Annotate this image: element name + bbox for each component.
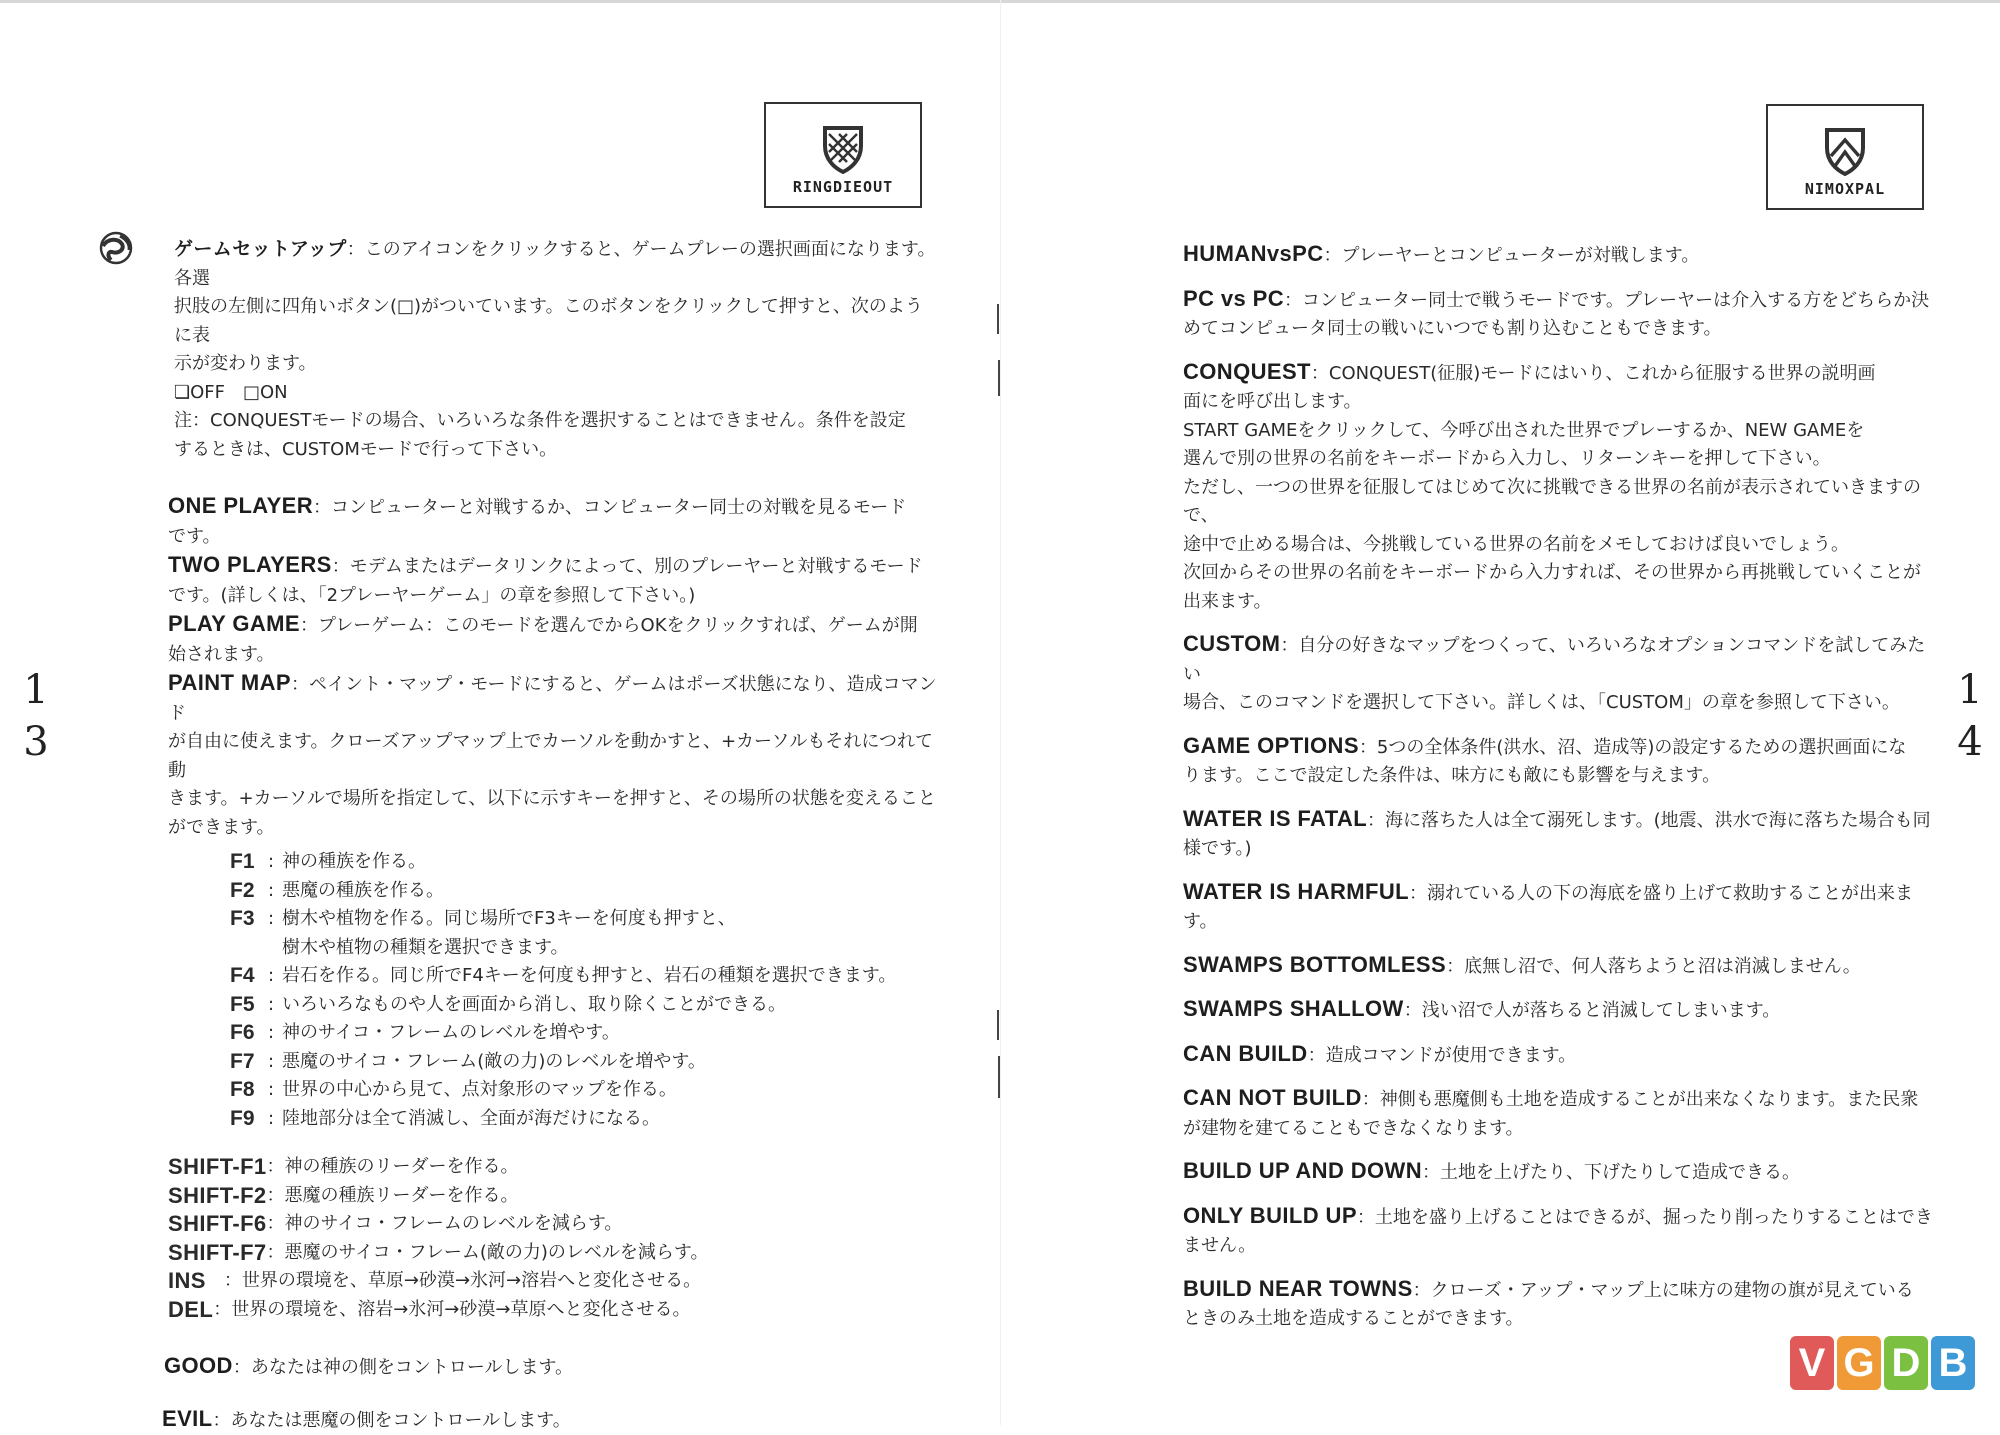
option-term: ONLY BUILD UP (1183, 1203, 1357, 1228)
option-desc: ：クローズ・アップ・マップ上に味方の建物の旗が見えている (1413, 1280, 1914, 1301)
option-desc: 出来ます。 (1183, 588, 1943, 617)
mode-entry-paint-map (168, 669, 938, 842)
option-term: CAN BUILD (1183, 1041, 1308, 1066)
side-entry-good (164, 1352, 938, 1383)
option-entry (1183, 1202, 1943, 1261)
option-term: WATER IS HARMFUL (1183, 879, 1409, 904)
option-desc: START GAMEをクリックして、今呼び出された世界でプレーするか、NEW GAMEを (1183, 417, 1943, 446)
option-desc: が建物を建てることもできなくなります。 (1183, 1115, 1943, 1144)
fkey-label: F4 (230, 962, 268, 991)
shift-key-label: INS (168, 1267, 206, 1296)
fkey-desc: 岩石を作る。同じ所でF4キーを何度も押すと、岩石の種類を選択できます。 (282, 962, 938, 991)
shift-key-row (168, 1210, 938, 1239)
spacer (1183, 271, 1943, 285)
right-page-number (1950, 664, 1990, 768)
shift-key-desc: ：悪魔の種族リーダーを作る。 (267, 1182, 519, 1211)
shift-key-label: SHIFT-F7 (168, 1239, 267, 1268)
crest-shield-icon (819, 124, 867, 174)
mode-desc: ：ペイント・マップ・モードにすると、ゲームはポーズ状態になり、造成コマンド (168, 674, 937, 724)
option-desc: 選んで別の世界の名前をキーボードから入力し、リターンキーを押して下さい。 (1183, 445, 1943, 474)
fkey-desc-line: 樹木や植物の種類を選択できます。 (282, 934, 938, 963)
option-entry (1183, 1157, 1943, 1188)
mode-desc: ：コンピューターと対戦するか、コンピューター同士の対戦を見るモード (313, 497, 906, 518)
spacer (168, 1324, 938, 1352)
mode-term: PLAY GAME (168, 611, 300, 636)
spacer (1183, 1026, 1943, 1040)
fkey-sep: : (268, 848, 282, 877)
globe-swirl-icon (98, 230, 134, 266)
option-term: BUILD NEAR TOWNS (1183, 1276, 1413, 1301)
option-term: GAME OPTIONS (1183, 733, 1359, 758)
fkey-row (230, 962, 938, 991)
option-desc: す。 (1183, 908, 1943, 937)
option-term: SWAMPS BOTTOMLESS (1183, 952, 1446, 977)
fkey-sep: : (268, 877, 282, 906)
spacer (1183, 1143, 1943, 1157)
option-entry (1183, 1275, 1943, 1334)
fkey-row (230, 1076, 938, 1105)
right-badge-label: NIMOXPAL (1805, 180, 1885, 198)
option-desc: 次回からその世界の名前をキーボードから入力すれば、その世界から再挑戦していくことが (1183, 559, 1943, 588)
fkey-desc: 神の種族を作る。 (282, 848, 938, 877)
page-number-digit: 4 (1950, 716, 1990, 768)
mode-desc: 始されます。 (168, 641, 938, 670)
option-desc: ：5つの全体条件(洪水、沼、造成等)の設定するための選択画面にな (1359, 737, 1907, 758)
option-desc: ：土地を上げたり、下げたりして造成できる。 (1422, 1162, 1800, 1183)
page-number-digit: 3 (16, 716, 56, 768)
shift-key-list (168, 1153, 938, 1324)
spacer (1183, 1070, 1943, 1084)
option-desc: 様です。) (1183, 835, 1943, 864)
fkey-sep: : (268, 905, 282, 962)
spacer (1183, 616, 1943, 630)
option-desc: ：底無し沼で、何人落ちようと沼は消滅しません。 (1446, 956, 1861, 977)
gutter-mark (997, 1010, 999, 1040)
shift-key-row (168, 1267, 938, 1296)
watermark-tile: B (1931, 1336, 1975, 1390)
option-term: WATER IS FATAL (1183, 806, 1367, 831)
spacer (1183, 1261, 1943, 1275)
shift-key-label: SHIFT-F2 (168, 1182, 267, 1211)
fkey-label: F7 (230, 1048, 268, 1077)
option-desc: めてコンピュータ同士の戦いにいつでも割り込むこともできます。 (1183, 315, 1943, 344)
mode-term: ONE PLAYER (168, 493, 313, 518)
option-term: CUSTOM (1183, 631, 1280, 656)
shift-key-desc: ：神のサイコ・フレームのレベルを減らす。 (267, 1210, 623, 1239)
option-term: SWAMPS SHALLOW (1183, 996, 1404, 1021)
option-entry (1183, 358, 1943, 617)
option-desc: 面にを呼び出します。 (1183, 388, 1943, 417)
setup-note-line: 注：CONQUESTモードの場合、いろいろな条件を選択することはできません。条件を設定 (168, 407, 938, 436)
mode-desc: です。(詳しくは、「2プレーヤーゲーム」の章を参照して下さい。) (168, 582, 938, 611)
spacer (168, 464, 938, 492)
shift-key-desc: ：世界の環境を、溶岩→氷河→砂漠→草原へと変化させる。 (213, 1296, 690, 1325)
option-term: CAN NOT BUILD (1183, 1085, 1362, 1110)
watermark-tile: V (1790, 1336, 1834, 1390)
shift-key-label: DEL (168, 1296, 213, 1325)
fkey-sep: : (268, 1048, 282, 1077)
mode-desc: が自由に使えます。クローズアップマップ上でカーソルを動かすと、+カーソルもそれにつれて動 (168, 728, 938, 785)
side-desc: ：あなたは悪魔の側をコントロールします。 (213, 1410, 571, 1431)
mode-desc: ができます。 (168, 814, 938, 843)
spacer (168, 1383, 938, 1405)
option-entry (1183, 1084, 1943, 1143)
side-term: GOOD (164, 1353, 233, 1378)
option-term: CONQUEST (1183, 359, 1311, 384)
option-desc: ：プレーヤーとコンピューターが対戦します。 (1324, 245, 1700, 266)
shift-key-row (168, 1239, 938, 1268)
mode-desc: きます。+カーソルで場所を指定して、以下に示すキーを押すと、その場所の状態を変えること (168, 785, 938, 814)
setup-line: ：このアイコンをクリックすると、ゲームプレーの選択画面になります。各選 (174, 239, 935, 289)
option-term: HUMANvsPC (1183, 241, 1324, 266)
fkey-label: F1 (230, 848, 268, 877)
option-desc: ：CONQUEST(征服)モードにはいり、これから征服する世界の説明画 (1311, 363, 1876, 384)
fkey-desc: 世界の中心から見て、点対象形のマップを作る。 (282, 1076, 938, 1105)
fkey-label: F5 (230, 991, 268, 1020)
option-desc: ：土地を盛り上げることはできるが、掘ったり削ったりすることはでき (1357, 1207, 1933, 1228)
fkey-label: F6 (230, 1019, 268, 1048)
function-key-list (230, 848, 938, 1133)
fkey-sep: : (268, 991, 282, 1020)
watermark-tile: D (1884, 1336, 1928, 1390)
fkey-row (230, 848, 938, 877)
fkey-label: F8 (230, 1076, 268, 1105)
shift-key-row (168, 1182, 938, 1211)
spacer (1183, 718, 1943, 732)
spacer (1183, 1188, 1943, 1202)
shift-key-label: SHIFT-F1 (168, 1153, 267, 1182)
fkey-desc-line: 樹木や植物を作る。同じ場所でF3キーを何度も押すと、 (282, 905, 938, 934)
option-desc: ：浅い沼で人が落ちると消滅してしまいます。 (1404, 1000, 1781, 1021)
mode-desc: ：プレーゲーム：このモードを選んでからOKをクリックすれば、ゲームが開 (300, 615, 918, 636)
fkey-desc: 悪魔のサイコ・フレーム(敵の力)のレベルを増やす。 (282, 1048, 938, 1077)
right-badge (1766, 104, 1924, 210)
shift-key-desc: ：悪魔のサイコ・フレーム(敵の力)のレベルを減らす。 (267, 1239, 709, 1268)
spacer (1183, 344, 1943, 358)
option-desc: ただし、一つの世界を征服してはじめて次に挑戦できる世界の名前が表示されていきますので、 (1183, 474, 1943, 531)
option-entry (1183, 732, 1943, 791)
shift-key-desc: ：世界の環境を、草原→砂漠→氷河→溶岩へと変化させる。 (206, 1267, 701, 1296)
option-desc: ：自分の好きなマップをつくって、いろいろなオプションコマンドを試してみたい (1183, 635, 1925, 685)
left-column (168, 236, 938, 1435)
option-term: BUILD UP AND DOWN (1183, 1158, 1422, 1183)
mode-entry-two-players (168, 551, 938, 610)
fkey-row (230, 1048, 938, 1077)
fkey-desc: 神のサイコ・フレームのレベルを増やす。 (282, 1019, 938, 1048)
mode-term: PAINT MAP (168, 670, 291, 695)
option-desc: 途中で止める場合は、今挑戦している世界の名前をメモしておけば良いでしょう。 (1183, 531, 1943, 560)
side-entry-evil (162, 1405, 938, 1435)
page-crease (1000, 0, 1001, 1425)
left-badge (764, 102, 922, 208)
option-desc: ：海に落ちた人は全て溺死します。(地震、洪水で海に落ちた場合も同 (1367, 810, 1931, 831)
option-entry (1183, 995, 1943, 1026)
option-entry (1183, 240, 1943, 271)
option-desc: ：造成コマンドが使用できます。 (1308, 1045, 1577, 1066)
spacer (168, 1139, 938, 1153)
shift-key-row (168, 1153, 938, 1182)
side-term: EVIL (162, 1406, 213, 1431)
fkey-desc (282, 905, 938, 962)
option-entry (1183, 951, 1943, 982)
fkey-sep: : (268, 1105, 282, 1134)
shift-key-label: SHIFT-F6 (168, 1210, 267, 1239)
side-desc: ：あなたは神の側をコントロールします。 (233, 1357, 573, 1378)
crest-shield-icon (1821, 126, 1869, 176)
fkey-row (230, 877, 938, 906)
setup-entry (168, 236, 938, 464)
shift-key-row (168, 1296, 938, 1325)
page-number-digit: 1 (16, 664, 56, 716)
shift-key-desc: ：神の種族のリーダーを作る。 (267, 1153, 519, 1182)
fkey-sep: : (268, 1076, 282, 1105)
fkey-row (230, 905, 938, 962)
spacer (1183, 981, 1943, 995)
fkey-label: F3 (230, 905, 268, 962)
watermark-tile: G (1837, 1336, 1881, 1390)
option-desc: ときのみ土地を造成することができます。 (1183, 1305, 1943, 1334)
vgdb-watermark (1790, 1336, 1978, 1390)
option-desc: 場合、このコマンドを選択して下さい。詳しくは、「CUSTOM」の章を参照して下さい。 (1183, 689, 1943, 718)
fkey-row (230, 1019, 938, 1048)
spacer (1183, 937, 1943, 951)
fkey-sep: : (268, 1019, 282, 1048)
setup-note-line: するときは、CUSTOMモードで行って下さい。 (168, 436, 938, 465)
option-entry (1183, 878, 1943, 937)
left-page-number (16, 664, 56, 768)
right-column (1183, 240, 1943, 1334)
mode-entry-one-player (168, 492, 938, 551)
gutter-mark (997, 304, 999, 334)
setup-first-line (168, 236, 938, 293)
mode-term: TWO PLAYERS (168, 552, 332, 577)
gutter-mark (998, 360, 1000, 396)
setup-line: 択肢の左側に四角いボタン(□)がついています。このボタンをクリックして押すと、次のように表 (168, 293, 938, 350)
mode-entry-play-game (168, 610, 938, 669)
option-entry (1183, 805, 1943, 864)
mode-desc: ：モデムまたはデータリンクによって、別のプレーヤーと対戦するモード (332, 556, 923, 577)
option-desc: ：神側も悪魔側も土地を造成することが出来なくなります。また民衆 (1362, 1089, 1919, 1110)
fkey-desc: いろいろなものや人を画面から消し、取り除くことができる。 (282, 991, 938, 1020)
fkey-label: F2 (230, 877, 268, 906)
left-badge-label: RINGDIEOUT (793, 178, 893, 196)
option-entry (1183, 1040, 1943, 1071)
fkey-label: F9 (230, 1105, 268, 1134)
fkey-row (230, 991, 938, 1020)
spacer (1183, 791, 1943, 805)
off-on-legend: ❏OFF □ON (168, 379, 938, 408)
setup-term: ゲームセットアップ (174, 239, 347, 260)
fkey-desc: 陸地部分は全て消滅し、全面が海だけになる。 (282, 1105, 938, 1134)
fkey-row (230, 1105, 938, 1134)
option-entry (1183, 285, 1943, 344)
fkey-sep: : (268, 962, 282, 991)
option-term: PC vs PC (1183, 286, 1284, 311)
gutter-mark (998, 1056, 1000, 1098)
mode-desc: です。 (168, 523, 938, 552)
option-entry (1183, 630, 1943, 718)
page-number-digit: 1 (1950, 664, 1990, 716)
fkey-desc: 悪魔の種族を作る。 (282, 877, 938, 906)
setup-line: 示が変わります。 (168, 350, 938, 379)
option-desc: ります。ここで設定した条件は、味方にも敵にも影響を与えます。 (1183, 762, 1943, 791)
spacer (1183, 864, 1943, 878)
option-desc: ：コンピューター同士で戦うモードです。プレーヤーは介入する方をどちらか決 (1284, 290, 1929, 311)
option-desc: ：溺れている人の下の海底を盛り上げて救助することが出来ま (1409, 883, 1913, 904)
option-desc: ません。 (1183, 1232, 1943, 1261)
